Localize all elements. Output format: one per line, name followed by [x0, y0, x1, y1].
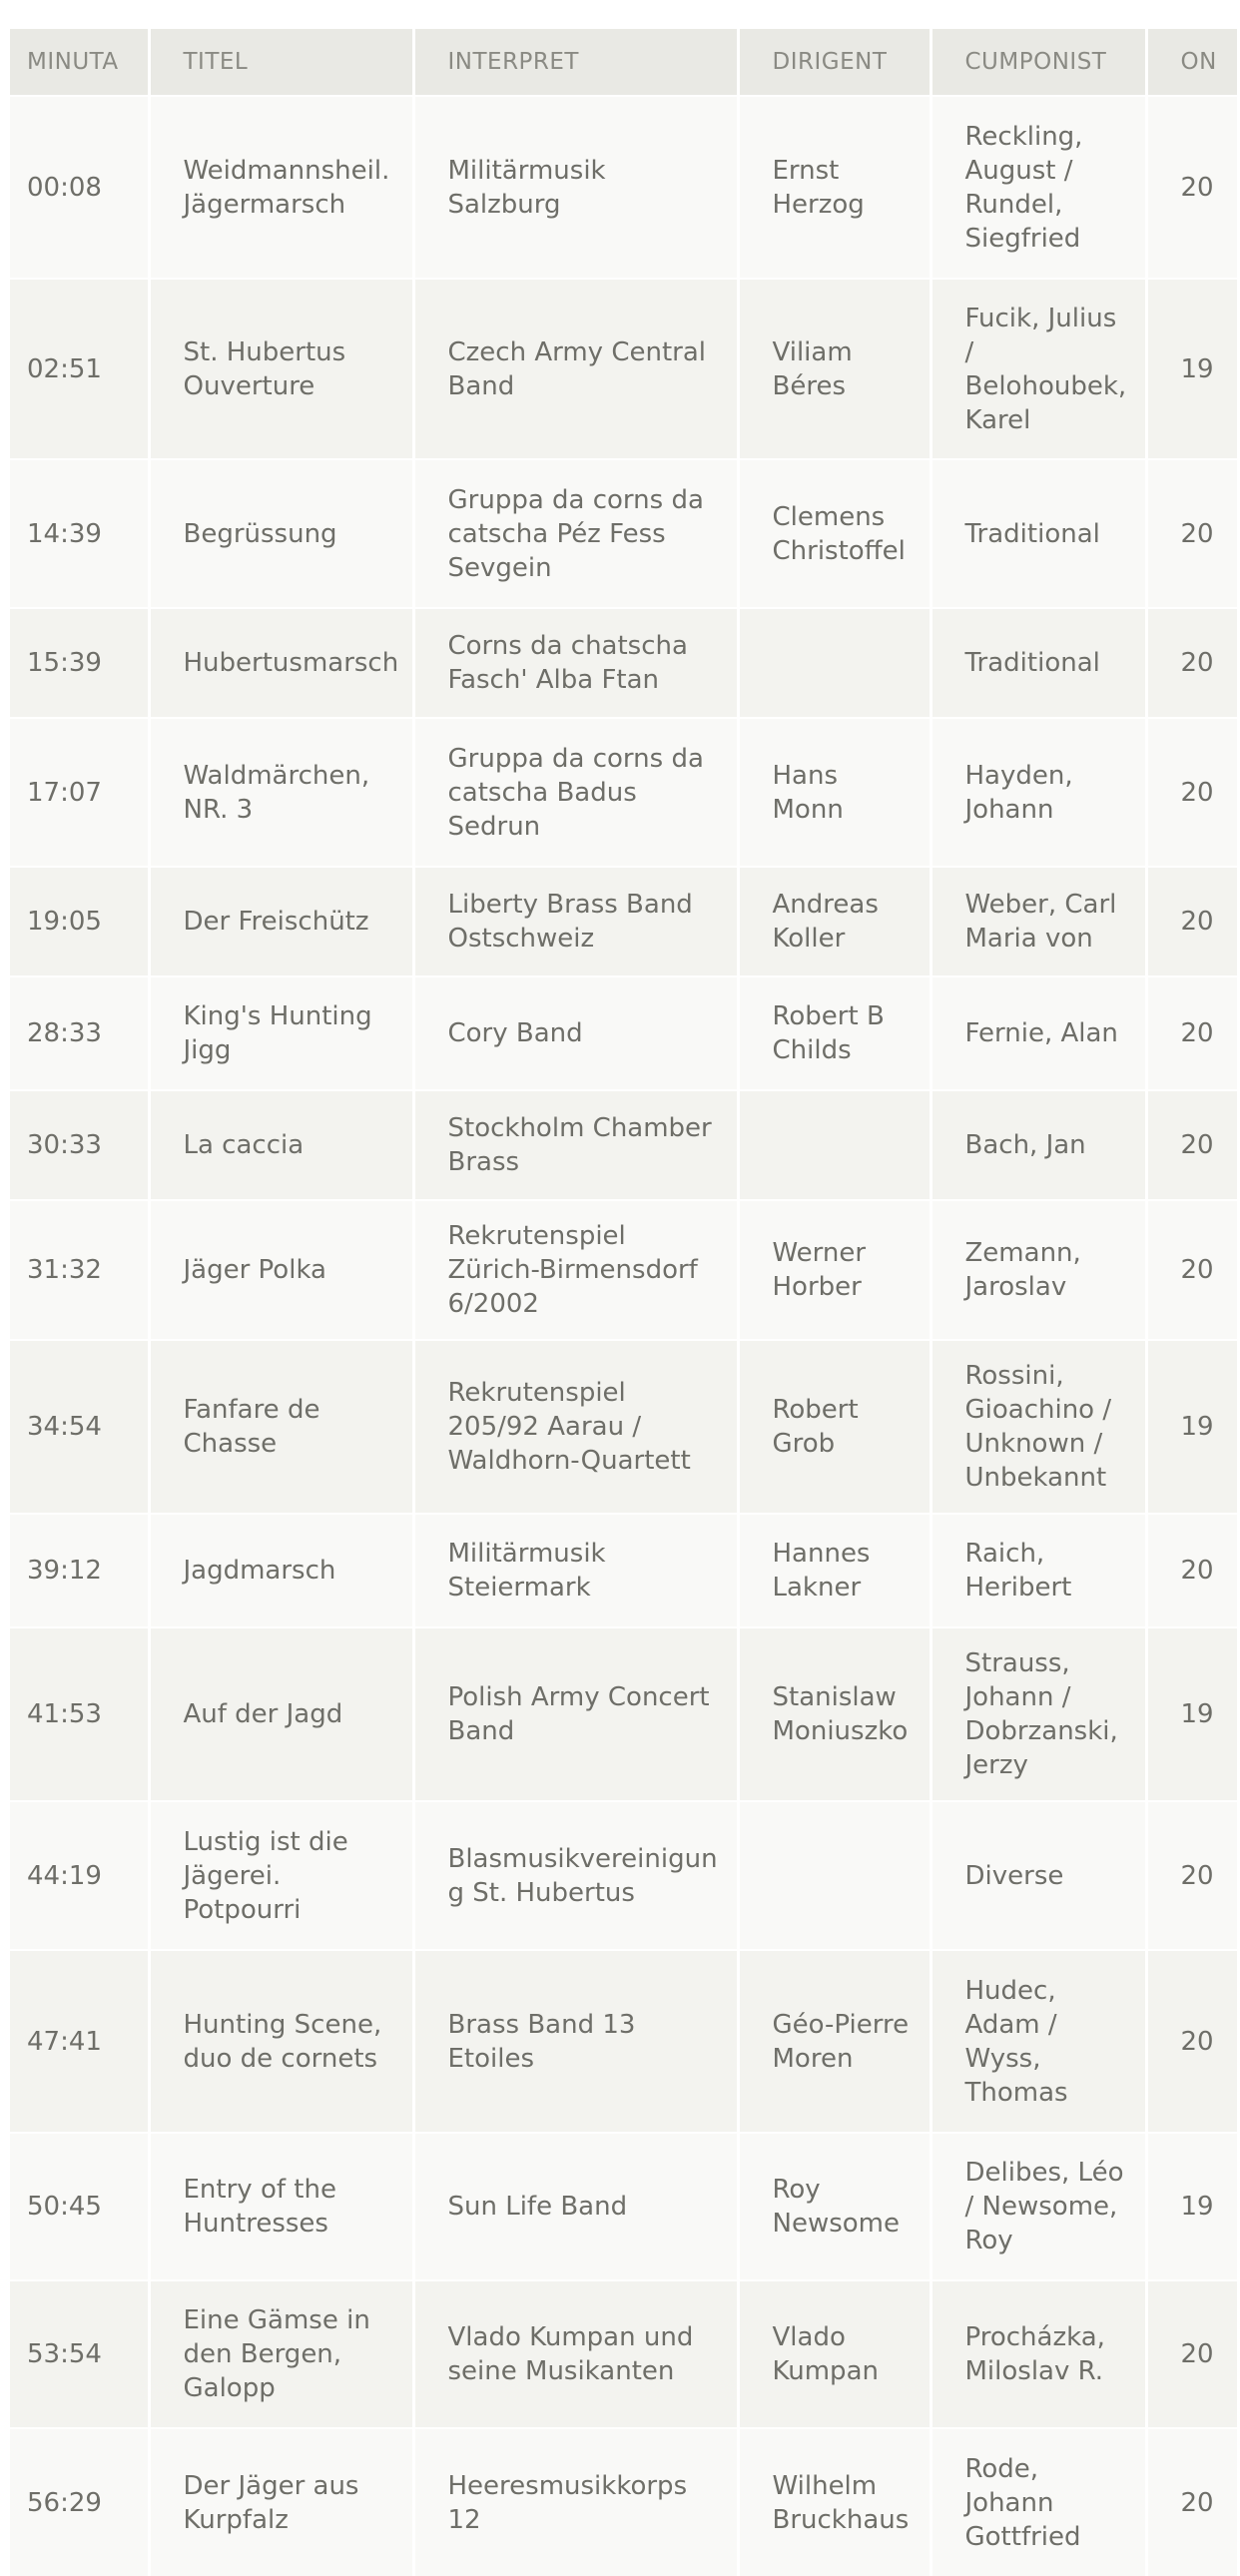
cell-minuta: 50:45 — [10, 2133, 149, 2280]
cell-cumponist: Hudec, Adam / Wyss, Thomas — [930, 1950, 1146, 2133]
cell-onn: 20 — [1146, 1950, 1238, 2133]
cell-minuta: 53:54 — [10, 2280, 149, 2428]
cell-minuta: 44:19 — [10, 1801, 149, 1950]
table-row[interactable] — [10, 867, 1238, 976]
cell-interpret: Militärmusik Salzburg — [413, 96, 738, 279]
cell-onn: 20 — [1146, 1801, 1238, 1950]
cell-dirigent: Géo-Pierre Moren — [738, 1950, 930, 2133]
table-row[interactable] — [10, 718, 1238, 867]
cell-onn: 20 — [1146, 96, 1238, 279]
cell-onn: 20 — [1146, 459, 1238, 608]
cell-titel: Begrüssung — [149, 459, 413, 608]
table-row[interactable] — [10, 2428, 1238, 2576]
playlist-table — [10, 29, 1240, 2576]
cell-titel: Lustig ist die Jägerei. Potpourri — [149, 1801, 413, 1950]
cell-titel: Entry of the Huntresses — [149, 2133, 413, 2280]
cell-minuta: 00:08 — [10, 96, 149, 279]
cell-minuta: 34:54 — [10, 1340, 149, 1514]
cell-dirigent — [738, 1801, 930, 1950]
cell-minuta: 15:39 — [10, 608, 149, 718]
cell-minuta: 56:29 — [10, 2428, 149, 2576]
cell-cumponist: Traditional — [930, 608, 1146, 718]
cell-cumponist: Hayden, Johann — [930, 718, 1146, 867]
cell-cumponist: Weber, Carl Maria von — [930, 867, 1146, 976]
column-header-interpret[interactable]: INTERPRET — [413, 29, 738, 96]
cell-minuta: 39:12 — [10, 1514, 149, 1627]
table-row[interactable] — [10, 1340, 1238, 1514]
column-header-onn[interactable]: ON — [1146, 29, 1238, 96]
cell-interpret: Rekrutenspiel 205/92 Aarau / Waldhorn-Quartett — [413, 1340, 738, 1514]
cell-cumponist: Strauss, Johann / Dobrzanski, Jerzy — [930, 1627, 1146, 1801]
table-row[interactable] — [10, 608, 1238, 718]
cell-minuta: 41:53 — [10, 1627, 149, 1801]
cell-minuta: 17:07 — [10, 718, 149, 867]
cell-minuta: 30:33 — [10, 1090, 149, 1200]
cell-titel: Jäger Polka — [149, 1200, 413, 1340]
table-row[interactable] — [10, 1090, 1238, 1200]
cell-titel: St. Hubertus Ouverture — [149, 279, 413, 459]
table-row[interactable] — [10, 1627, 1238, 1801]
column-header-titel[interactable]: TITEL — [149, 29, 413, 96]
cell-titel: Eine Gämse in den Bergen, Galopp — [149, 2280, 413, 2428]
cell-onn: 20 — [1146, 1200, 1238, 1340]
cell-cumponist: Raich, Heribert — [930, 1514, 1146, 1627]
cell-interpret: Rekrutenspiel Zürich-Birmensdorf 6/2002 — [413, 1200, 738, 1340]
table-row[interactable] — [10, 96, 1238, 279]
cell-minuta: 47:41 — [10, 1950, 149, 2133]
cell-interpret: Corns da chatscha Fasch' Alba Ftan — [413, 608, 738, 718]
cell-cumponist: Procházka, Miloslav R. — [930, 2280, 1146, 2428]
cell-cumponist: Bach, Jan — [930, 1090, 1146, 1200]
cell-dirigent — [738, 1090, 930, 1200]
cell-dirigent: Andreas Koller — [738, 867, 930, 976]
cell-interpret: Stockholm Chamber Brass — [413, 1090, 738, 1200]
cell-titel: Weidmannsheil. Jägermarsch — [149, 96, 413, 279]
cell-titel: Der Jäger aus Kurpfalz — [149, 2428, 413, 2576]
cell-minuta: 14:39 — [10, 459, 149, 608]
cell-onn: 20 — [1146, 1514, 1238, 1627]
cell-interpret: Gruppa da corns da catscha Badus Sedrun — [413, 718, 738, 867]
table-header-row — [10, 29, 1238, 96]
cell-onn: 20 — [1146, 718, 1238, 867]
cell-dirigent: Vlado Kumpan — [738, 2280, 930, 2428]
playlist-table-container — [10, 29, 1217, 2576]
cell-onn: 20 — [1146, 867, 1238, 976]
table-row[interactable] — [10, 1200, 1238, 1340]
cell-dirigent: Ernst Herzog — [738, 96, 930, 279]
cell-interpret: Liberty Brass Band Ostschweiz — [413, 867, 738, 976]
cell-dirigent: Clemens Christoffel — [738, 459, 930, 608]
cell-interpret: Heeresmusikkorps 12 — [413, 2428, 738, 2576]
cell-interpret: Cory Band — [413, 976, 738, 1090]
cell-dirigent: Stanislaw Moniuszko — [738, 1627, 930, 1801]
cell-dirigent: Roy Newsome — [738, 2133, 930, 2280]
cell-cumponist: Rossini, Gioachino / Unknown / Unbekannt — [930, 1340, 1146, 1514]
cell-cumponist: Fernie, Alan — [930, 976, 1146, 1090]
cell-dirigent: Wilhelm Bruckhaus — [738, 2428, 930, 2576]
cell-onn: 20 — [1146, 2280, 1238, 2428]
table-row[interactable] — [10, 976, 1238, 1090]
cell-dirigent — [738, 608, 930, 718]
cell-cumponist: Diverse — [930, 1801, 1146, 1950]
cell-dirigent: Werner Horber — [738, 1200, 930, 1340]
cell-onn: 20 — [1146, 2428, 1238, 2576]
cell-cumponist: Fucik, Julius / Belohoubek, Karel — [930, 279, 1146, 459]
table-row[interactable] — [10, 1801, 1238, 1950]
cell-minuta: 28:33 — [10, 976, 149, 1090]
table-row[interactable] — [10, 279, 1238, 459]
cell-onn: 19 — [1146, 1340, 1238, 1514]
cell-cumponist: Zemann, Jaroslav — [930, 1200, 1146, 1340]
cell-onn: 20 — [1146, 1090, 1238, 1200]
cell-dirigent: Hannes Lakner — [738, 1514, 930, 1627]
cell-titel: Hubertusmarsch — [149, 608, 413, 718]
cell-onn: 20 — [1146, 608, 1238, 718]
cell-minuta: 19:05 — [10, 867, 149, 976]
table-row[interactable] — [10, 1950, 1238, 2133]
cell-titel: La caccia — [149, 1090, 413, 1200]
cell-dirigent: Viliam Béres — [738, 279, 930, 459]
cell-interpret: Sun Life Band — [413, 2133, 738, 2280]
cell-cumponist: Rode, Johann Gottfried — [930, 2428, 1146, 2576]
cell-interpret: Gruppa da corns da catscha Péz Fess Sevgein — [413, 459, 738, 608]
cell-interpret: Militärmusik Steiermark — [413, 1514, 738, 1627]
cell-interpret: Blasmusikvereinigung St. Hubertus — [413, 1801, 738, 1950]
cell-interpret: Vlado Kumpan und seine Musikanten — [413, 2280, 738, 2428]
cell-minuta: 02:51 — [10, 279, 149, 459]
cell-dirigent: Hans Monn — [738, 718, 930, 867]
cell-onn: 19 — [1146, 1627, 1238, 1801]
table-row[interactable] — [10, 2280, 1238, 2428]
column-header-minuta[interactable]: MINUTA — [10, 29, 149, 96]
cell-dirigent: Robert B Childs — [738, 976, 930, 1090]
cell-titel: Jagdmarsch — [149, 1514, 413, 1627]
cell-titel: Auf der Jagd — [149, 1627, 413, 1801]
cell-cumponist: Reckling, August / Rundel, Siegfried — [930, 96, 1146, 279]
cell-minuta: 31:32 — [10, 1200, 149, 1340]
cell-dirigent: Robert Grob — [738, 1340, 930, 1514]
cell-cumponist: Traditional — [930, 459, 1146, 608]
table-body — [10, 96, 1238, 2576]
cell-titel: Fanfare de Chasse — [149, 1340, 413, 1514]
cell-titel: Der Freischütz — [149, 867, 413, 976]
table-row[interactable] — [10, 459, 1238, 608]
cell-titel: Hunting Scene, duo de cornets — [149, 1950, 413, 2133]
table-row[interactable] — [10, 1514, 1238, 1627]
cell-onn: 19 — [1146, 279, 1238, 459]
cell-titel: Waldmärchen, NR. 3 — [149, 718, 413, 867]
cell-interpret: Polish Army Concert Band — [413, 1627, 738, 1801]
cell-cumponist: Delibes, Léo / Newsome, Roy — [930, 2133, 1146, 2280]
column-header-cumponist[interactable]: CUMPONIST — [930, 29, 1146, 96]
cell-onn: 19 — [1146, 2133, 1238, 2280]
cell-interpret: Brass Band 13 Etoiles — [413, 1950, 738, 2133]
table-row[interactable] — [10, 2133, 1238, 2280]
column-header-dirigent[interactable]: DIRIGENT — [738, 29, 930, 96]
cell-titel: King's Hunting Jigg — [149, 976, 413, 1090]
cell-interpret: Czech Army Central Band — [413, 279, 738, 459]
cell-onn: 20 — [1146, 976, 1238, 1090]
